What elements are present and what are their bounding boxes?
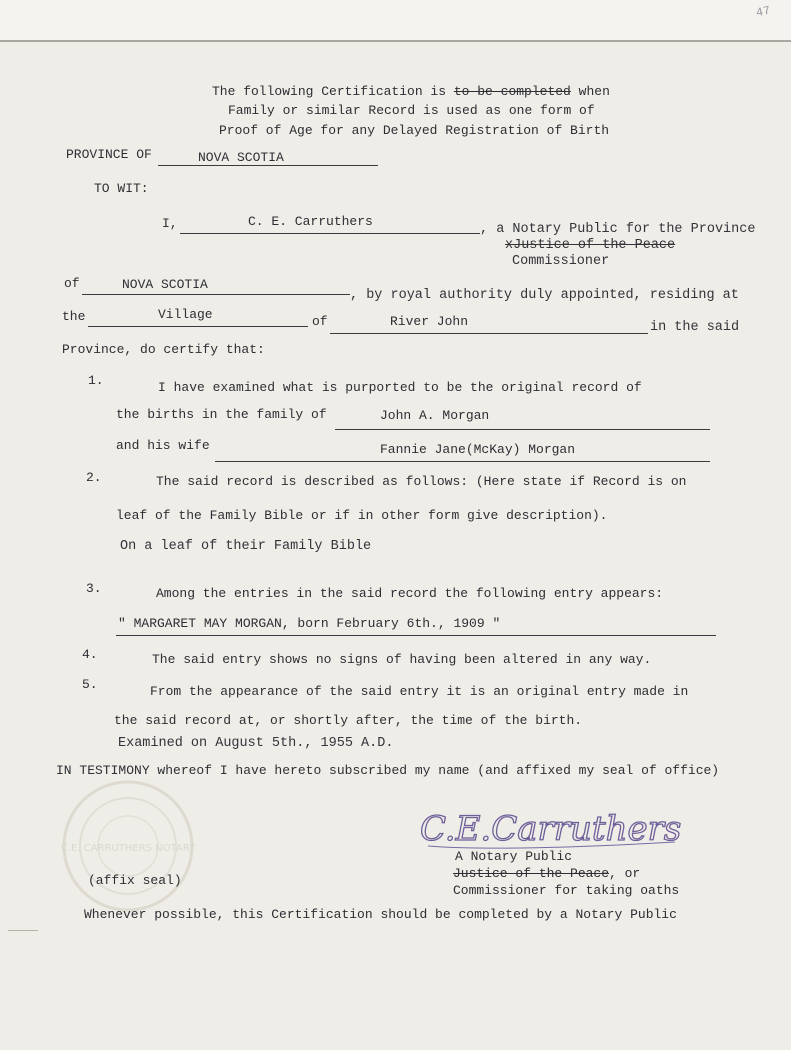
of-line-rest: , by royal authority duly appointed, residing at xyxy=(350,288,739,303)
residing-of: of xyxy=(312,314,328,329)
item-2-text: The said record is described as follows: (Here state if Record is on xyxy=(156,474,687,489)
item-3-number: 3. xyxy=(86,581,102,596)
header-line-1-b: when xyxy=(570,84,610,99)
mother-field xyxy=(215,442,710,462)
corner-mark: 47 xyxy=(754,3,772,21)
scan-top-strip xyxy=(0,0,791,40)
place-type: Village xyxy=(158,307,213,322)
examined-date: Examined on August 5th., 1955 A.D. xyxy=(118,736,394,751)
of-label: of xyxy=(64,276,80,291)
certifier-name-field xyxy=(180,214,480,234)
item-2-continued: leaf of the Family Bible or if in other form give description). xyxy=(116,508,608,523)
entry-value: " MARGARET MAY MORGAN, born February 6th., 1909 " xyxy=(118,616,501,631)
province-field xyxy=(158,150,378,166)
item-5-continued: the said record at, or shortly after, the time of the birth. xyxy=(114,713,583,728)
seal-text: C.E. CARRUTHERS NOTARY xyxy=(60,843,196,854)
item-4-text: The said entry shows no signs of having been altered in any way. xyxy=(152,652,652,667)
place-type-field xyxy=(88,307,308,327)
residing-rest: in the said xyxy=(650,320,740,335)
struck-justice: xJustice of the Peace xyxy=(505,238,676,253)
sign-line-3: Commissioner for taking oaths xyxy=(453,883,680,898)
record-description: On a leaf of their Family Bible xyxy=(120,539,372,554)
item-4-number: 4. xyxy=(82,647,98,662)
header-struck-text: to be completed xyxy=(453,84,571,99)
item-1-text: I have examined what is purported to be the original record of xyxy=(158,380,642,395)
certifier-label: I, xyxy=(162,216,178,231)
affix-seal: (affix seal) xyxy=(88,873,182,888)
footer-note: Whenever possible, this Certification should be completed by a Notary Public xyxy=(84,907,677,922)
father-field xyxy=(335,408,710,430)
certifier-role: , a Notary Public for the Province xyxy=(480,222,756,237)
header-line-3: Proof of Age for any Delayed Registration of Birth xyxy=(219,123,610,138)
family-label: the births in the family of xyxy=(116,407,327,422)
sign-line-2-b: , or xyxy=(609,866,641,881)
wife-label: and his wife xyxy=(116,438,210,453)
item-5-text: From the appearance of the said entry it is an original entry made in xyxy=(150,684,689,699)
item-5-number: 5. xyxy=(82,677,98,692)
place: River John xyxy=(390,314,469,329)
certifier-name: C. E. Carruthers xyxy=(248,214,373,229)
father-name: John A. Morgan xyxy=(380,408,490,423)
province-label: PROVINCE OF xyxy=(66,147,152,162)
testimony-text: IN TESTIMONY whereof I have hereto subscribed my name (and affixed my seal of office) xyxy=(56,763,720,778)
header-line-1-a: The following Certification is xyxy=(212,84,454,99)
header-line-1 xyxy=(212,84,610,100)
entry-field xyxy=(116,616,716,636)
item-3-text: Among the entries in the said record the following entry appears: xyxy=(156,586,664,601)
commissioner-text: Commissioner xyxy=(512,254,610,269)
province-value: NOVA SCOTIA xyxy=(198,150,284,165)
notary-seal-emboss xyxy=(48,776,208,916)
signature-script: C.E.Carruthers xyxy=(420,809,682,849)
of-value: NOVA SCOTIA xyxy=(122,277,208,292)
margin-mark xyxy=(8,930,38,931)
sign-line-2-struck: Justice of the Peace xyxy=(453,866,610,881)
item-2-number: 2. xyxy=(86,470,102,485)
mother-name: Fannie Jane(McKay) Morgan xyxy=(380,442,576,457)
place-field xyxy=(330,314,648,334)
sign-line-2 xyxy=(453,866,640,882)
sign-line-1: A Notary Public xyxy=(455,849,573,864)
of-field xyxy=(82,279,350,295)
to-wit: TO WIT: xyxy=(94,181,149,196)
residing-label: the xyxy=(62,309,86,324)
header-line-2: Family or similar Record is used as one form of xyxy=(228,103,595,118)
item-1-number: 1. xyxy=(88,373,104,388)
province-certify: Province, do certify that: xyxy=(62,342,265,357)
